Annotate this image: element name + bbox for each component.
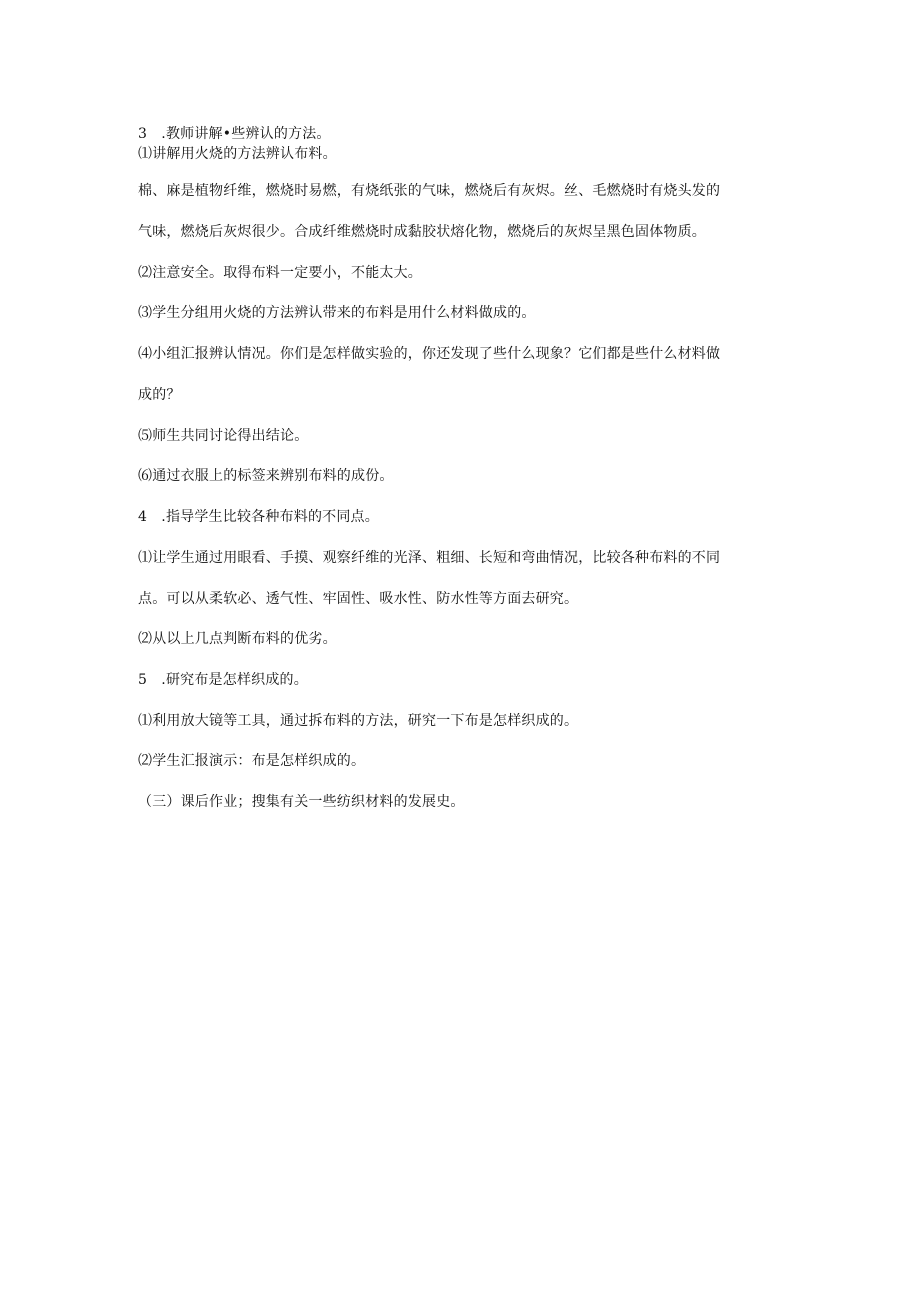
text-line: （三）课后作业；搜集有关一些纺织材料的发展史。 [138,794,465,810]
text-line: 4 .指导学生比较各种布料的不同点。 [138,509,379,525]
text-line: ⑸师生共同讨论得出结论。 [138,428,309,444]
text-line: 5 .研究布是怎样织成的。 [138,672,308,688]
text-line: ⑴让学生通过用眼看、手摸、观察纤维的光泽、粗细、长短和弯曲情况，比较各种布料的不同 [138,550,721,566]
text-line: 气味，燃烧后灰烬很少。合成纤维燃烧时成黏胶状熔化物，燃烧后的灰烬呈黑色固体物质。 [138,224,706,240]
text-line: 点。可以从柔软必、透气性、牢固性、吸水性、防水性等方面去研究。 [138,591,579,607]
text-line: ⑴利用放大镜等工具，通过拆布料的方法，研究一下布是怎样织成的。 [138,713,579,729]
text-line: ⑵从以上几点判断布料的优劣。 [138,631,337,647]
text-line: ⑵学生汇报演示：布是怎样织成的。 [138,753,366,769]
text-line: ⑹通过衣服上的标签来辨别布料的成份。 [138,468,394,484]
text-line: 成的？ [138,387,181,403]
text-line: 棉、麻是植物纤维，燃烧时易燃，有烧纸张的气味，燃烧后有灰烬。丝、毛燃烧时有烧头发的 [138,183,721,199]
text-line: 3 .教师讲解•些辨认的方法。 [138,126,331,142]
text-line: ⑴讲解用火烧的方法辨认布料。 [138,146,337,162]
text-line: ⑵注意安全。取得布料一定要小，不能太大。 [138,265,422,281]
text-line: ⑷小组汇报辨认情况。你们是怎样做实验的，你还发现了些什么现象？它们都是些什么材料做 [138,346,721,362]
text-line: ⑶学生分组用火烧的方法辨认带来的布料是用什么材料做成的。 [138,305,536,321]
